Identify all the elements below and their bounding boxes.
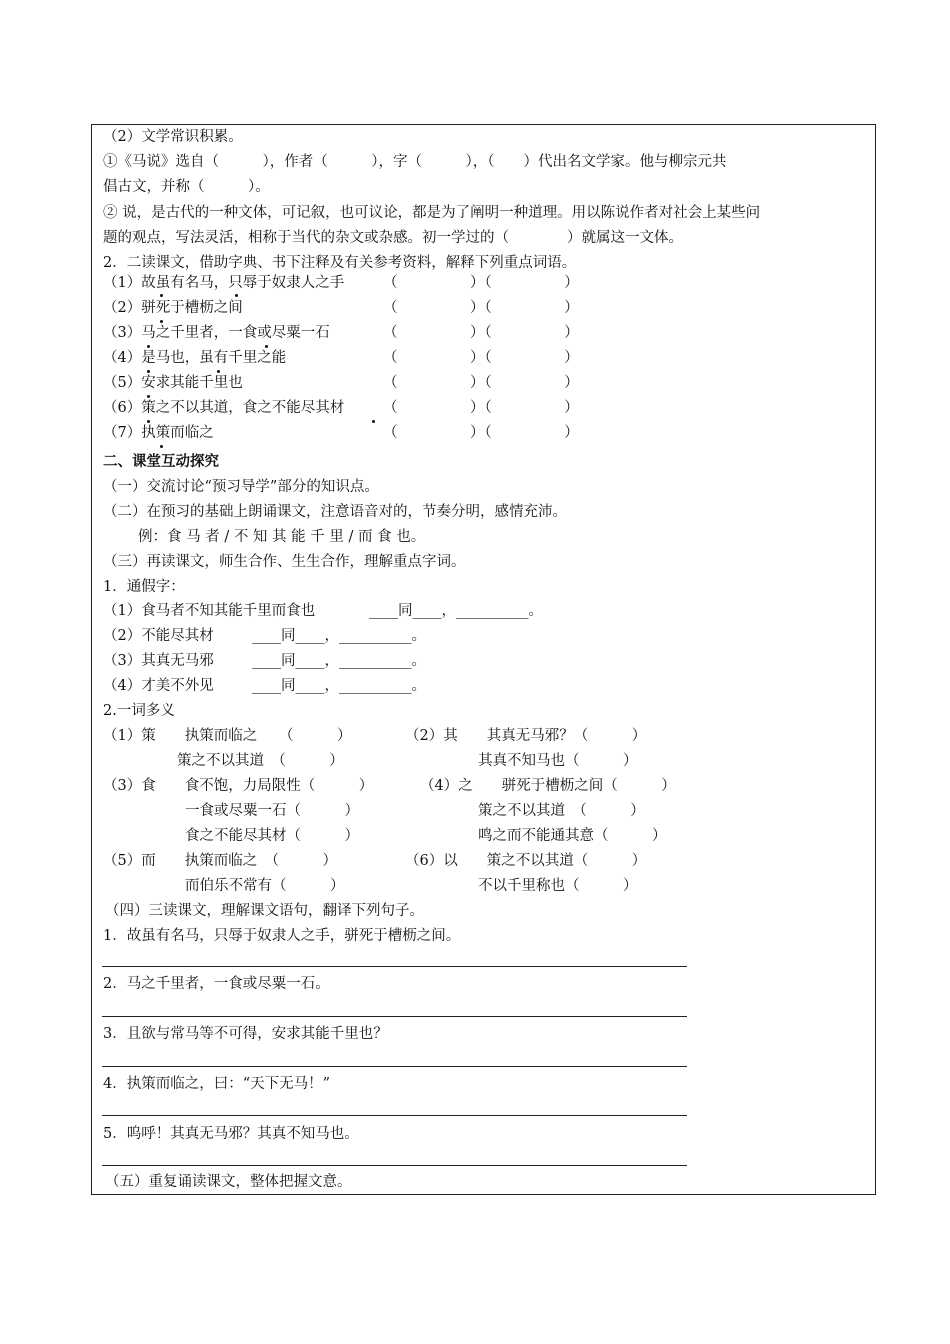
section-heading: 二、课堂互动探究: [103, 453, 219, 470]
answer-line: [102, 1016, 687, 1017]
task-title: 2．二读课文，借助字典、书下注释及有关参考资料，解释下列重点词语。: [103, 255, 577, 271]
rhythm-example: 例：食 马 者 / 不 知 其 能 千 里 / 而 食 也。: [138, 529, 426, 545]
tongjia-title: 1．通假字：: [103, 579, 185, 595]
word-item: （3）马之千里者，一食或尽粟一石: [103, 325, 330, 341]
polysemy-item: （4）之 骈死于槽枥之间（ ）: [420, 778, 676, 794]
translation-sentence: 5．呜呼！其真无马邪？其真不知马也。: [103, 1126, 359, 1142]
tongjia-fill: ____同____，__________。: [252, 653, 426, 669]
emphasis-dot: [160, 320, 163, 323]
tongjia-item: （1）食马者不知其能千里而食也: [103, 603, 316, 619]
emphasis-dot: [147, 395, 150, 398]
word-item: （5）安求其能千里也: [103, 375, 243, 391]
polysemy-item: 策之不以其道 （ ）: [177, 753, 344, 769]
paragraph: （二）在预习的基础上朗诵课文，注意语音对的，节奏分明，感情充沛。: [103, 504, 567, 520]
polysemy-item: 而伯乐不常有（ ）: [185, 878, 345, 894]
tongjia-item: （3）其真无马邪: [103, 653, 214, 669]
polysemy-item: 鸣之而不能通其意（ ）: [478, 828, 667, 844]
answer-blanks: （ ）（ ）: [383, 400, 579, 416]
polysemy-item: （1）策 执策而临之 （ ）: [103, 728, 352, 744]
word-item: （2）骈死于槽枥之间: [103, 300, 243, 316]
literature-knowledge-title: （2）文学常识积累。: [103, 129, 243, 145]
answer-line: [102, 1066, 687, 1067]
polysemy-item: 一食或尽粟一石（ ）: [185, 803, 359, 819]
tongjia-item: （4）才美不外见: [103, 678, 214, 694]
emphasis-dot: [147, 370, 150, 373]
word-item: （7）执策而临之: [103, 425, 214, 441]
answer-line: [102, 966, 687, 967]
polysemy-item: （5）而 执策而临之 （ ）: [103, 853, 337, 869]
word-item: （6）策之不以其道，食之不能尽其材: [103, 400, 345, 416]
translation-sentence: 3．且欲与常马等不可得，安求其能千里也？: [103, 1026, 388, 1042]
word-item: （4）是马也，虽有千里之能: [103, 350, 287, 366]
emphasis-dot: [160, 445, 163, 448]
answer-blanks: （ ）（ ）: [383, 275, 579, 291]
polysemy-item: （2）其 其真无马邪？（ ）: [405, 728, 647, 744]
paragraph: （一）交流讨论“预习导学”部分的知识点。: [103, 479, 379, 495]
answer-blanks: （ ）（ ）: [383, 375, 579, 391]
tongjia-fill: ____同____，__________。: [252, 628, 426, 644]
word-item: （1）故虽有名马，只辱于奴隶人之手: [103, 275, 345, 291]
emphasis-dot: [147, 345, 150, 348]
paragraph: （三）再读课文，师生合作、生生合作，理解重点字词。: [103, 554, 466, 570]
polysemy-title: 2.一词多义: [103, 703, 175, 719]
emphasis-dot: [372, 420, 375, 423]
polysemy-item: 不以千里称也（ ）: [478, 878, 638, 894]
literature-knowledge-line: ② 说，是古代的一种文体，可记叙，也可议论，都是为了阐明一种道理。用以陈说作者对社会上某些问: [103, 205, 761, 221]
tongjia-item: （2）不能尽其材: [103, 628, 214, 644]
polysemy-item: 策之不以其道 （ ）: [478, 803, 645, 819]
literature-knowledge-line: ①《马说》选自（ ），作者（ ），字（ ），（ ）代出名文学家。他与柳宗元共: [103, 154, 727, 170]
tongjia-fill: ____同____，__________。: [369, 603, 543, 619]
answer-line: [102, 1165, 687, 1166]
emphasis-dot: [147, 420, 150, 423]
translation-sentence: 1．故虽有名马，只辱于奴隶人之手，骈死于槽枥之间。: [103, 928, 461, 944]
answer-blanks: （ ）（ ）: [383, 425, 579, 441]
translation-sentence: 4．执策而临之，曰：“天下无马！”: [103, 1076, 331, 1092]
answer-blanks: （ ）（ ）: [383, 325, 579, 341]
paragraph: （四）三读课文，理解课文语句，翻译下列句子。: [105, 903, 424, 919]
literature-knowledge-line: 倡古文，并称（ ）。: [103, 179, 270, 195]
tongjia-fill: ____同____，__________。: [252, 678, 426, 694]
literature-knowledge-line: 题的观点，写法灵活，相称于当代的杂文或杂感。初一学过的（ ）就属这一文体。: [103, 230, 683, 246]
emphasis-dot: [160, 294, 163, 297]
emphasis-dot: [265, 345, 268, 348]
translation-sentence: 2．马之千里者，一食或尽粟一石。: [103, 976, 330, 992]
polysemy-item: 其真不知马也（ ）: [478, 753, 638, 769]
answer-blanks: （ ）（ ）: [383, 350, 579, 366]
answer-line: [102, 1115, 687, 1116]
polysemy-item: （3）食 食不饱，力局限性（ ）: [103, 778, 374, 794]
emphasis-dot: [217, 370, 220, 373]
answer-blanks: （ ）（ ）: [383, 300, 579, 316]
polysemy-item: 食之不能尽其材（ ）: [185, 828, 359, 844]
emphasis-dot: [235, 294, 238, 297]
paragraph: （五）重复诵读课文，整体把握文意。: [105, 1174, 352, 1190]
polysemy-item: （6）以 策之不以其道（ ）: [405, 853, 647, 869]
